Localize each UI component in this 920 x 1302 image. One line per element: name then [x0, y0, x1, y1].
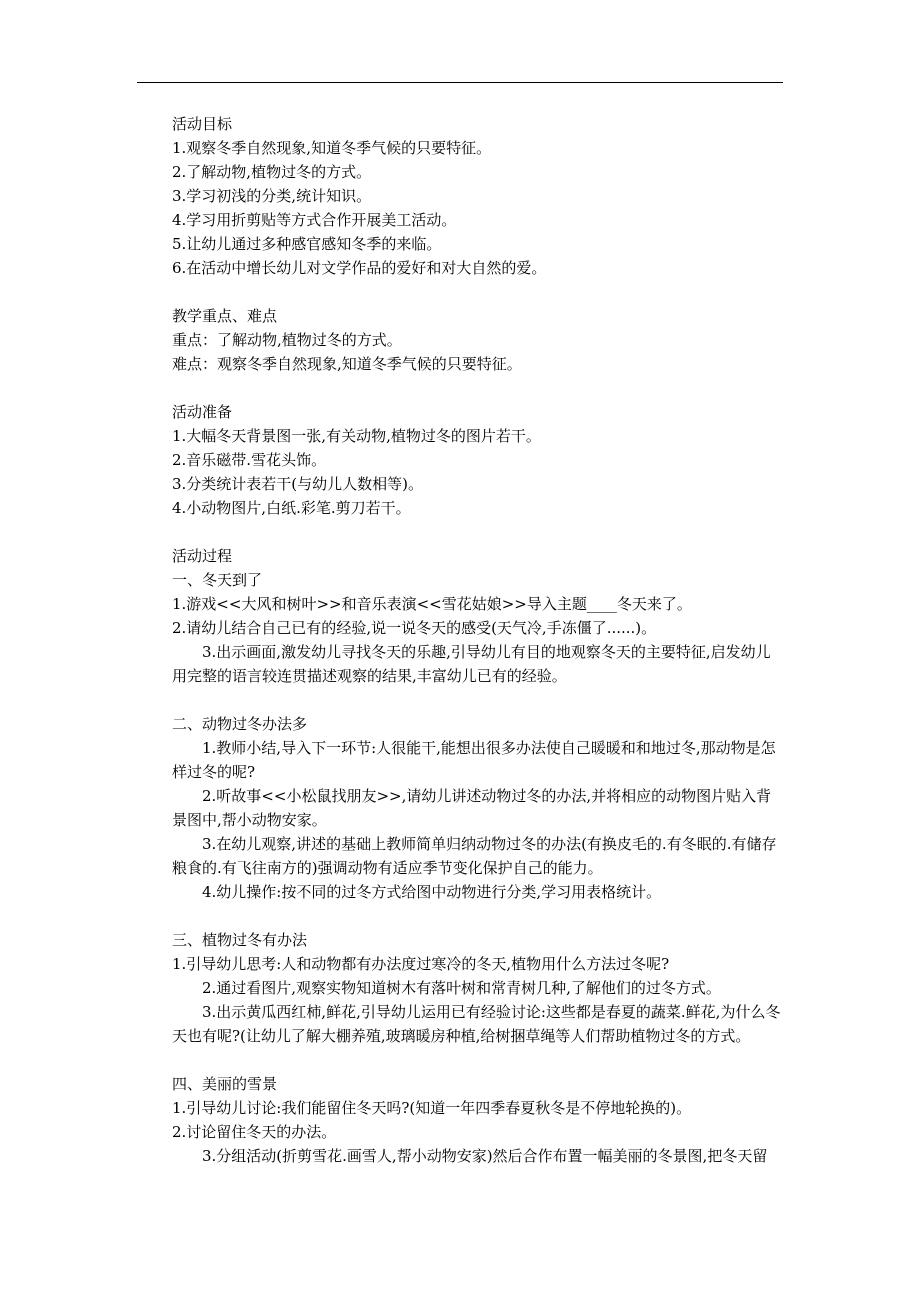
section-process — [172, 544, 784, 1168]
goal-item: 5.让幼儿通过多种感官感知冬季的来临。 — [172, 235, 442, 253]
process-item: 4.幼儿操作:按不同的过冬方式给图中动物进行分类,学习用表格统计。 — [202, 883, 662, 901]
process-item: 3.出示黄瓜西红柿,鲜花,引导幼儿运用已有经验讨论:这些都是春夏的蔬菜.鲜花,为什么冬天也有呢?(让幼儿了解大棚养殖,玻璃暖房种植,给树捆草绳等人们帮助植物过冬的方式。 — [172, 1003, 781, 1045]
goal-item: 6.在活动中增长幼儿对文学作品的爱好和对大自然的爱。 — [172, 259, 547, 277]
process-section-title: 二、动物过冬办法多 — [172, 715, 308, 733]
section-goals — [172, 112, 784, 280]
process-item: 3.出示画面,激发幼儿寻找冬天的乐趣,引导幼儿有目的地观察冬天的主要特征,启发幼儿用完整的语言较连贯描述观察的结果,丰富幼儿已有的经验。 — [172, 643, 771, 685]
process-item: 1.游戏<<大风和树叶>>和音乐表演<<雪花姑娘>>导入主题____冬天来了。 — [172, 595, 692, 613]
preparation-item: 4.小动物图片,白纸.彩笔.剪刀若干。 — [172, 499, 411, 517]
document-body — [172, 112, 784, 1168]
section-preparation — [172, 400, 784, 520]
process-item: 2.通过看图片,观察实物知道树木有落叶树和常青树几种,了解他们的过冬方式。 — [202, 979, 721, 997]
preparation-heading: 活动准备 — [172, 403, 233, 421]
process-item: 2.讨论留住冬天的办法。 — [172, 1123, 337, 1141]
process-item: 2.听故事<<小松鼠找朋友>>,请幼儿讲述动物过冬的办法,并将相应的动物图片贴入背景图中,帮小动物安家。 — [172, 787, 772, 829]
process-item: 1.引导幼儿讨论:我们能留住冬天吗?(知道一年四季春夏秋冬是不停地轮换的)。 — [172, 1099, 692, 1117]
goals-heading: 活动目标 — [172, 115, 233, 133]
key-point-focus: 重点：了解动物,植物过冬的方式。 — [172, 331, 402, 349]
preparation-item: 2.音乐磁带.雪花头饰。 — [172, 451, 327, 469]
header-rule — [137, 82, 783, 83]
process-item: 3.在幼儿观察,讲述的基础上教师简单归纳动物过冬的办法(有换皮毛的.有冬眠的.有储存粮食的.有飞往南方的)强调动物有适应季节变化保护自己的能力。 — [172, 835, 777, 877]
goal-item: 1.观察冬季自然现象,知道冬季气候的只要特征。 — [172, 139, 492, 157]
process-heading: 活动过程 — [172, 547, 233, 565]
preparation-item: 1.大幅冬天背景图一张,有关动物,植物过冬的图片若干。 — [172, 427, 541, 445]
process-item: 3.分组活动(折剪雪花.画雪人,帮小动物安家)然后合作布置一幅美丽的冬景图,把冬天留 — [202, 1147, 768, 1165]
process-section-title: 四、美丽的雪景 — [172, 1075, 278, 1093]
process-section-title: 三、植物过冬有办法 — [172, 931, 308, 949]
goal-item: 4.学习用折剪贴等方式合作开展美工活动。 — [172, 211, 457, 229]
section-key-points — [172, 304, 784, 376]
key-points-heading: 教学重点、难点 — [172, 307, 278, 325]
process-item: 2.请幼儿结合自己已有的经验,说一说冬天的感受(天气冷,手冻僵了......)。 — [172, 619, 657, 637]
process-item: 1.教师小结,导入下一环节:人很能干,能想出很多办法使自己暖暖和和地过冬,那动物是怎样过冬的呢? — [172, 739, 776, 781]
process-item: 1.引导幼儿思考:人和动物都有办法度过寒冷的冬天,植物用什么方法过冬呢? — [172, 955, 670, 973]
preparation-item: 3.分类统计表若干(与幼儿人数相等)。 — [172, 475, 424, 493]
goal-item: 2.了解动物,植物过冬的方式。 — [172, 163, 372, 181]
process-section-title: 一、冬天到了 — [172, 571, 263, 589]
goal-item: 3.学习初浅的分类,统计知识。 — [172, 187, 372, 205]
key-point-difficulty: 难点：观察冬季自然现象,知道冬季气候的只要特征。 — [172, 355, 522, 373]
